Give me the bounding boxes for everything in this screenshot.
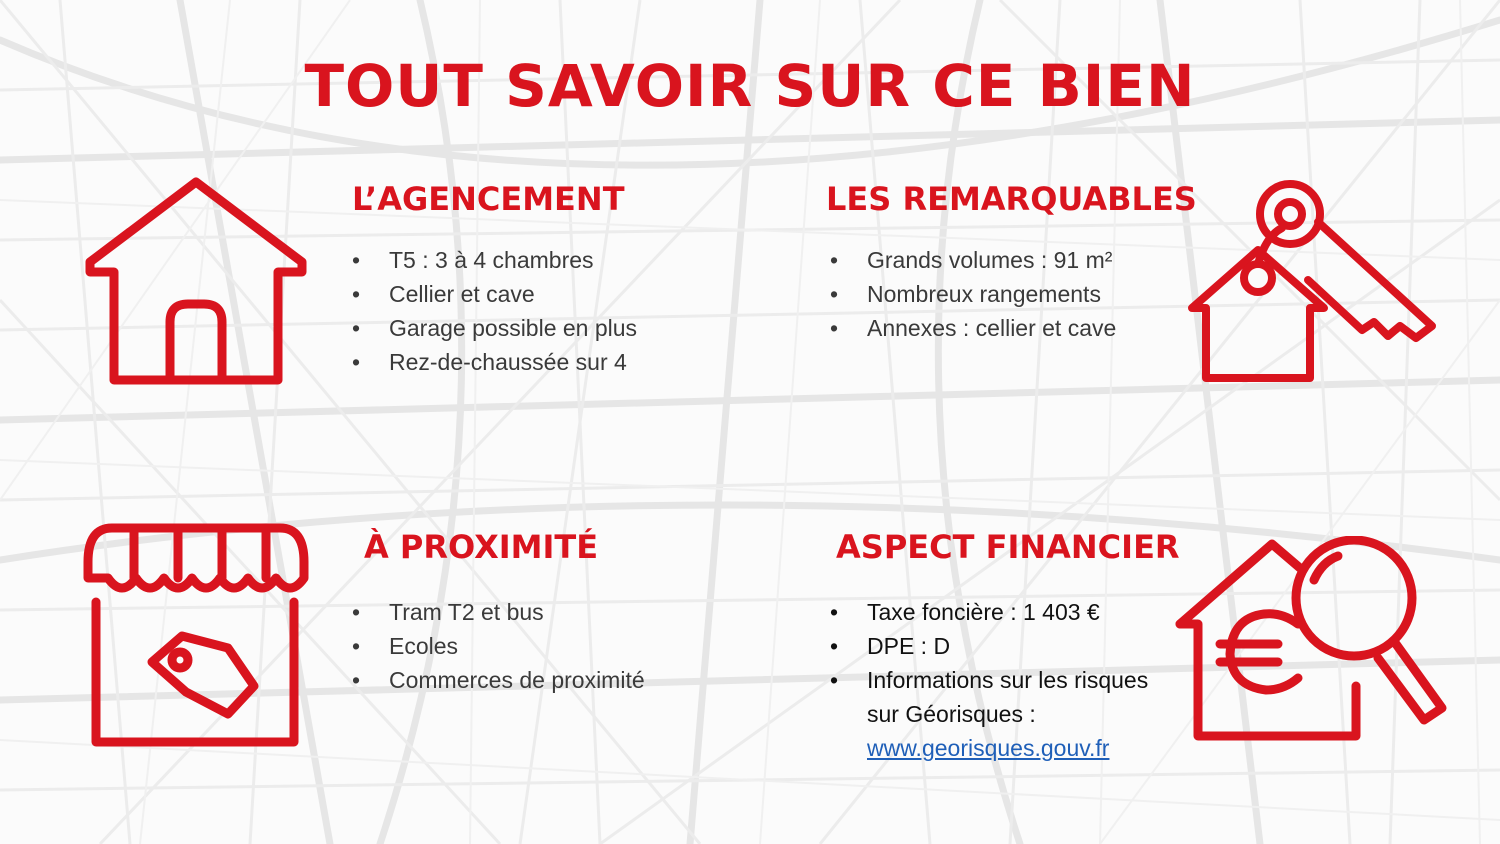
list-item: • Ecoles — [352, 629, 645, 663]
remarquables-heading: LES REMARQUABLES — [826, 180, 1197, 218]
house-euro-magnifier-icon — [1174, 536, 1450, 750]
risk-info-text: Informations sur les risques — [867, 667, 1149, 693]
list-item: • Taxe foncière : 1 403 € — [830, 595, 1148, 629]
list-item: • Commerces de proximité — [352, 663, 645, 697]
house-keys-icon — [1186, 176, 1442, 390]
list-item: • Nombreux rangements — [830, 277, 1116, 311]
list-item: • Cellier et cave — [352, 277, 637, 311]
agencement-list — [352, 243, 637, 379]
list-item: • Grands volumes : 91 m² — [830, 243, 1116, 277]
financier-heading: ASPECT FINANCIER — [836, 528, 1180, 566]
remarquables-list — [830, 243, 1116, 345]
list-item — [830, 663, 1148, 765]
list-item: • DPE : D — [830, 629, 1148, 663]
risk-info-text-2: sur Géorisques : — [867, 701, 1036, 727]
shop-tag-icon — [82, 522, 310, 748]
list-item: • Rez-de-chaussée sur 4 — [352, 345, 637, 379]
list-item: • Garage possible en plus — [352, 311, 637, 345]
page-title: TOUT SAVOIR SUR CE BIEN — [304, 52, 1196, 120]
agencement-heading: L’AGENCEMENT — [352, 180, 625, 218]
georisques-link[interactable]: www.georisques.gouv.fr — [867, 735, 1110, 761]
financier-list — [830, 595, 1148, 765]
list-item: • T5 : 3 à 4 chambres — [352, 243, 637, 277]
list-item: • Annexes : cellier et cave — [830, 311, 1116, 345]
proximite-list — [352, 595, 645, 697]
list-item: • Tram T2 et bus — [352, 595, 645, 629]
proximite-heading: À PROXIMITÉ — [364, 528, 599, 566]
house-icon — [80, 172, 312, 388]
